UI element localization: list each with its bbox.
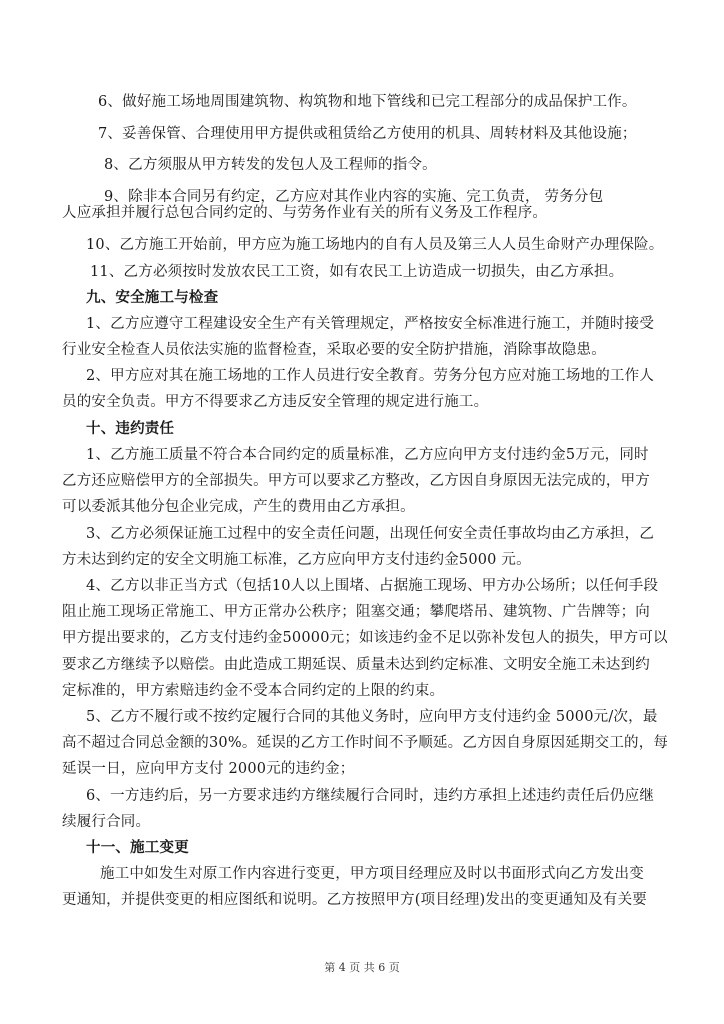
text-line-14: 可以委派其他分包企业完成，产生的费用由乙方承担。 [62, 499, 415, 515]
text-line-17: 4、乙方以非正当方式（包括10人以上围堵、占据施工现场、甲方办公场所；以任何手段 [86, 578, 659, 594]
text-line-11: 员的安全负责。甲方不得要求乙方违反安全管理的规定进行施工。 [62, 394, 489, 410]
text-line-25: 6、一方违约后，另一方要求违约方继续履行合同时，违约方承担上述违约责任后仍应继 [86, 788, 655, 804]
text-line-10: 2、甲方应对其在施工场地的工作人员进行安全教育。劳务分包方应对施工场地的工作人 [86, 368, 655, 384]
text-line-16: 方未达到约定的安全文明施工标准，乙方应向甲方支付违约金5000 元。 [62, 552, 531, 568]
section-heading-9: 九、安全施工与检查 [86, 290, 219, 306]
text-line-21: 定标准的，甲方索赔违约金不受本合同约定的上限的约束。 [62, 683, 445, 699]
text-line-24: 延误一日，应向甲方支付 2000元的违约金； [62, 761, 355, 777]
text-line-13: 乙方还应赔偿甲方的全部损失。甲方可以要求乙方整改，乙方因自身原因无法完成的，甲方 [62, 473, 650, 489]
text-line-1: 6、做好施工场地周围建筑物、构筑物和地下管线和已完工程部分的成品保护工作。 [98, 94, 637, 110]
text-line-3: 8、乙方须服从甲方转发的发包人及工程师的指令。 [104, 157, 437, 173]
text-line-7: 11、乙方必须按时发放农民工工资，如有农民工上访造成一切损失，由乙方承担。 [90, 264, 624, 280]
text-line-9: 行业安全检查人员依法实施的监督检查，采取必要的安全防护措施，消除事故隐患。 [62, 342, 606, 358]
text-line-4: 9、除非本合同另有约定，乙方应对其作业内容的实施、完工负责， 劳务分包 [104, 189, 604, 205]
page-number-footer: 第 4 页 共 6 页 [324, 961, 400, 974]
text-line-12: 1、乙方施工质量不符合本合同约定的质量标准，乙方应向甲方支付违约金5万元，同时 [86, 447, 649, 463]
text-line-19: 甲方提出要求的，乙方支付违约金50000元；如该违约金不足以弥补发包人的损失，甲方可以 [62, 630, 668, 646]
text-line-22: 5、乙方不履行或不按约定履行合同的其他义务时，应向甲方支付违约金 5000元/次，最 [86, 709, 658, 725]
section-heading-10: 十、违约责任 [86, 421, 175, 437]
section-heading-11: 十一、施工变更 [86, 840, 189, 856]
text-line-20: 要求乙方继续予以赔偿。由此造成工期延误、质量未达到约定标准、文明安全施工未达到约 [62, 657, 650, 673]
text-line-23: 高不超过合同总金额的30%。延误的乙方工作时间不予顺延。乙方因自身原因延期交工的，每 [62, 735, 669, 751]
text-line-18: 阻止施工现场正常施工、甲方正常办公秩序；阻塞交通；攀爬塔吊、建筑物、广告牌等；向 [62, 604, 650, 620]
text-line-28: 更通知，并提供变更的相应图纸和说明。乙方按照甲方(项目经理)发出的变更通知及有关要 [62, 892, 648, 908]
text-line-15: 3、乙方必须保证施工过程中的安全责任问题，出现任何安全责任事故均由乙方承担，乙 [86, 526, 655, 542]
text-line-8: 1、乙方应遵守工程建设安全生产有关管理规定，严格按安全标准进行施工，并随时接受 [86, 316, 655, 332]
text-line-27: 施工中如发生对原工作内容进行变更，甲方项目经理应及时以书面形式向乙方发出变 [100, 866, 644, 882]
text-line-26: 续履行合同。 [62, 814, 151, 830]
text-line-6: 10、乙方施工开始前，甲方应为施工场地内的自有人员及第三人人员生命财产办理保险。 [86, 237, 664, 253]
text-line-2: 7、妥善保管、合理使用甲方提供或租赁给乙方使用的机具、周转材料及其他设施； [98, 126, 637, 142]
text-line-5: 人应承担并履行总包合同约定的、与劳务作业有关的所有义务及工作程序。 [62, 205, 548, 221]
